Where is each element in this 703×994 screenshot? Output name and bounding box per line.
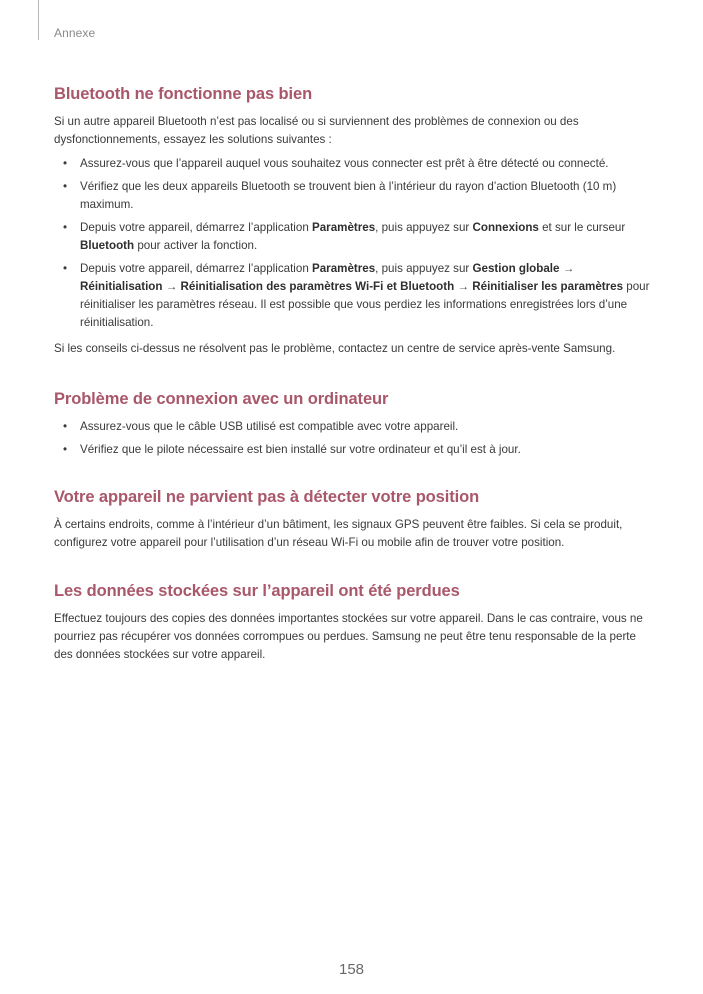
general-management-menu-name: Gestion globale — [472, 262, 560, 275]
arrow-separator: → — [454, 280, 473, 293]
connections-menu-name: Connexions — [472, 221, 539, 234]
bullet-icon: • — [63, 221, 68, 234]
section-location — [54, 486, 654, 552]
list-item — [54, 418, 654, 436]
bullet-icon: • — [63, 157, 68, 170]
section-body: Effectuez toujours des copies des données importantes stockées sur votre appareil. Dans le cas contraire, vous ne pourriez pas récupérer vos données corrompues ou perdues. Samsung ne peut être tenu responsable de la perte des données stockées sur votre appareil. — [54, 612, 643, 661]
page-content — [54, 83, 654, 664]
section-computer-connection — [54, 388, 654, 459]
bullet-icon: • — [63, 420, 68, 433]
section-bluetooth — [54, 83, 654, 358]
list-item-text: Vérifiez que le pilote nécessaire est bien installé sur votre ordinateur et qu’il est à jour. — [80, 443, 521, 456]
section-title: Votre appareil ne parvient pas à détecter votre position — [54, 488, 480, 506]
section-title: Bluetooth ne fonctionne pas bien — [54, 85, 313, 103]
bullet-list — [54, 155, 654, 332]
list-item-text: Vérifiez que les deux appareils Bluetooth se trouvent bien à l’intérieur du rayon d’action Bluetooth (10 m) maximum. — [80, 180, 617, 211]
list-item-text: pour activer la fonction. — [134, 239, 258, 252]
section-data-loss — [54, 580, 654, 664]
section-title: Les données stockées sur l’appareil ont été perdues — [54, 582, 460, 600]
list-item — [54, 178, 654, 214]
reset-menu-name: Réinitialisation — [80, 280, 163, 293]
reset-settings-menu-name: Réinitialiser les paramètres — [472, 280, 624, 293]
bullet-icon: • — [63, 443, 68, 456]
list-item-text: Assurez-vous que l’appareil auquel vous souhaitez vous connecter est prêt à être détecté ou connecté. — [80, 157, 609, 170]
settings-app-name: Paramètres — [312, 262, 376, 275]
bullet-list — [54, 418, 654, 459]
section-body: À certains endroits, comme à l’intérieur d’un bâtiment, les signaux GPS peuvent être faibles. Si cela se produit, configurez votre appareil pour l’utilisation d’un réseau Wi-Fi ou mobile afin de trouver votre position. — [54, 518, 623, 549]
header-rule — [38, 0, 39, 40]
running-header: Annexe — [54, 26, 96, 40]
list-item — [54, 219, 654, 255]
settings-app-name: Paramètres — [312, 221, 376, 234]
section-title: Problème de connexion avec un ordinateur — [54, 390, 389, 408]
list-item-text: , puis appuyez sur — [375, 262, 473, 275]
list-item — [54, 441, 654, 459]
list-item — [54, 155, 654, 173]
bullet-icon: • — [63, 262, 68, 275]
list-item-text: , puis appuyez sur — [375, 221, 473, 234]
reset-wifi-bluetooth-menu-name: Réinitialisation des paramètres Wi-Fi et Bluetooth — [180, 280, 455, 293]
list-item-text: Depuis votre appareil, démarrez l’application — [80, 262, 312, 275]
list-item-text: et sur le curseur — [538, 221, 626, 234]
arrow-separator: → — [559, 262, 575, 275]
arrow-separator: → — [162, 280, 181, 293]
list-item-text: Assurez-vous que le câble USB utilisé est compatible avec votre appareil. — [80, 420, 459, 433]
section-intro: Si un autre appareil Bluetooth n’est pas localisé ou si surviennent des problèmes de connexion ou des dysfonctionnements, essayez les solutions suivantes : — [54, 115, 579, 146]
section-outro: Si les conseils ci-dessus ne résolvent pas le problème, contactez un centre de service après-vente Samsung. — [54, 342, 616, 355]
list-item-text: pour réinitialiser les paramètres réseau. Il est possible que vous perdiez les informations enregistrées lors d’une réinitialisation. — [80, 280, 650, 329]
list-item — [54, 260, 654, 332]
list-item-text: Depuis votre appareil, démarrez l’application — [80, 221, 312, 234]
bluetooth-switch-name: Bluetooth — [80, 239, 135, 252]
page-number: 158 — [338, 961, 365, 978]
bullet-icon: • — [63, 180, 68, 193]
